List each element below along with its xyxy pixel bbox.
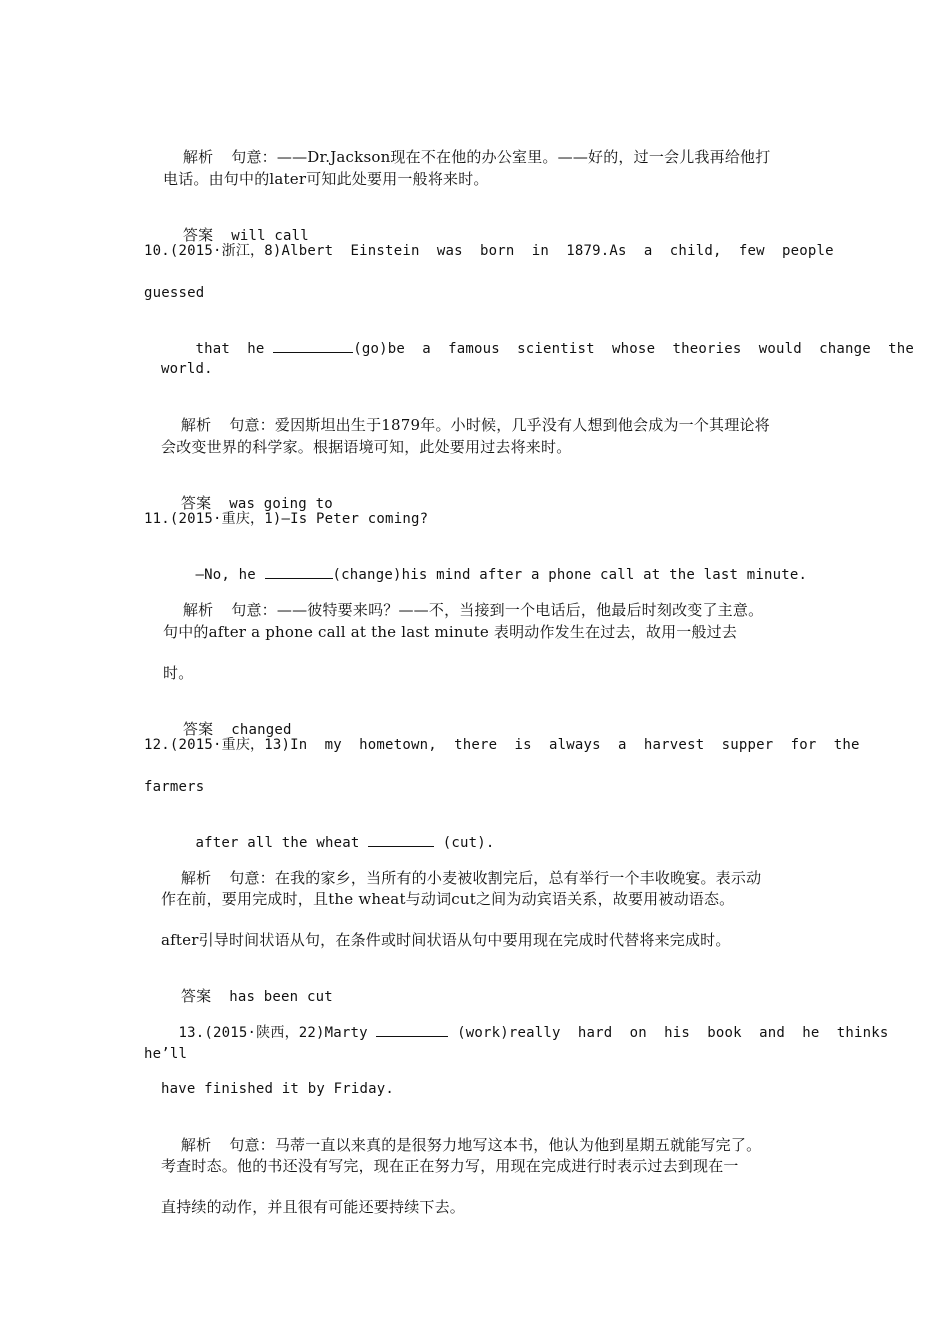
q9-answer: 答案 will call — [182, 226, 309, 244]
q9-analysis-line-1: 解析 句意：——Dr.Jackson现在不在他的办公室里。——好的，过一会儿我再给他打 — [182, 148, 771, 166]
q13-analysis-line-2: 考查时态。他的书还没有写完，现在正在努力写，用现在完成进行时表示过去到现在一 — [161, 1157, 739, 1175]
answer-label: 答案 — [182, 226, 214, 244]
q11-analysis-line-2: 句中的after a phone call at the last minute 表明动作发生在过去，故用一般过去 — [163, 623, 738, 641]
q11-stem-line-2: —No, he (change)his mind after a phone call at the last minute. — [161, 544, 807, 605]
q9-analysis-line-2: 电话。由句中的later可知此处要用一般将来时。 — [163, 170, 489, 188]
q10-stem-line-4: world. — [161, 361, 213, 377]
q11-stem-line-1: 11.(2015·重庆，1)—Is Peter coming? — [144, 511, 429, 527]
analysis-label: 解析 — [180, 869, 212, 887]
analysis-label: 解析 — [182, 601, 214, 619]
answer-label: 答案 — [180, 987, 212, 1005]
q10-analysis-line-2: 会改变世界的科学家。根据语境可知，此处要用过去将来时。 — [161, 438, 572, 456]
q13-analysis-line-1: 解析 句意：马蒂一直以来真的是很努力地写这本书，他认为他到星期五就能写完了。 — [180, 1136, 762, 1154]
q11-analysis-line-3: 时。 — [163, 664, 194, 682]
analysis-label: 解析 — [180, 416, 212, 434]
answer-label: 答案 — [182, 720, 214, 738]
q10-stem-line-2: guessed — [144, 285, 205, 301]
q10-answer: 答案 was going to — [180, 494, 333, 512]
q13-analysis-line-3: 直持续的动作，并且很有可能还要持续下去。 — [161, 1198, 466, 1216]
q12-stem-line-3: after all the wheat (cut). — [161, 812, 495, 873]
q12-stem-line-1: 12.(2015·重庆，13)In my hometown, there is always a harvest supper for the — [144, 737, 860, 753]
q11-answer: 答案 changed — [182, 720, 292, 738]
q13-stem-line-2: he’ll — [144, 1046, 188, 1062]
q12-analysis-line-1: 解析 句意：在我的家乡，当所有的小麦被收割完后，总有举行一个丰收晚宴。表示动 — [180, 869, 762, 887]
q10-stem-line-1: 10.(2015·浙江，8)Albert Einstein was born in 1879.As a child, few people — [144, 243, 834, 259]
q10-stem-line-3: that he (go)be a famous scientist whose theories would change the — [161, 318, 914, 379]
analysis-label: 解析 — [180, 1136, 212, 1154]
q12-stem-line-2: farmers — [144, 779, 205, 795]
q13-stem-line-3: have finished it by Friday. — [161, 1081, 394, 1097]
q12-analysis-line-2: 作在前，要用完成时，且the wheat与动词cut之间为动宾语关系，故要用被动语态。 — [161, 890, 735, 908]
q12-answer-blank[interactable] — [368, 832, 434, 847]
q10-analysis-line-1: 解析 句意：爱因斯坦出生于1879年。小时候，几乎没有人想到他会成为一个其理论将 — [180, 416, 770, 434]
q12-analysis-line-3: after引导时间状语从句，在条件或时间状语从句中要用现在完成时代替将来完成时。 — [161, 931, 731, 949]
q13-answer-blank[interactable] — [376, 1022, 448, 1037]
answer-label: 答案 — [180, 494, 212, 512]
q11-answer-blank[interactable] — [265, 564, 333, 579]
q11-analysis-line-1: 解析 句意：——彼特要来吗？——不，当接到一个电话后，他最后时刻改变了主意。 — [182, 601, 764, 619]
analysis-label: 解析 — [182, 148, 214, 166]
q12-answer: 答案 has been cut — [180, 987, 333, 1005]
q10-answer-blank[interactable] — [273, 338, 353, 353]
q13-stem-line-1: 13.(2015·陕西，22)Marty (work)really hard on his book and he thinks — [144, 1002, 889, 1063]
